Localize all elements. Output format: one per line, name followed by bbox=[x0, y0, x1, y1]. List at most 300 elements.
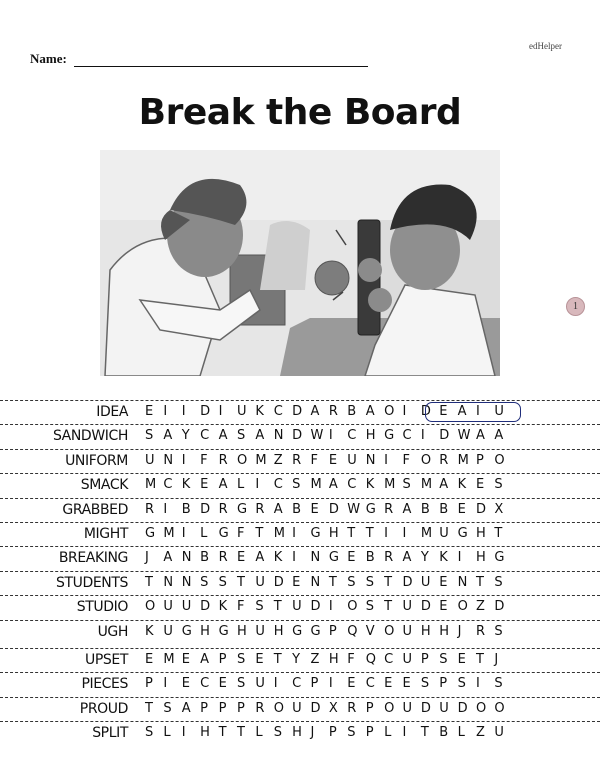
puzzle-letter[interactable]: A bbox=[273, 501, 283, 517]
puzzle-letter[interactable]: L bbox=[457, 725, 465, 741]
puzzle-letter[interactable]: T bbox=[145, 700, 153, 716]
puzzle-letter[interactable]: R bbox=[255, 700, 265, 716]
puzzle-letter[interactable]: D bbox=[494, 599, 505, 615]
puzzle-letter[interactable]: O bbox=[347, 599, 358, 615]
puzzle-row bbox=[0, 424, 600, 449]
puzzle-letter[interactable]: S bbox=[347, 725, 356, 741]
puzzle-letter[interactable]: A bbox=[310, 404, 320, 419]
puzzle-letter[interactable]: D bbox=[200, 501, 211, 517]
puzzle-letter[interactable]: P bbox=[218, 652, 227, 667]
puzzle-letter[interactable]: A bbox=[181, 700, 191, 716]
puzzle-row bbox=[0, 595, 600, 620]
puzzle-letter[interactable]: R bbox=[218, 452, 228, 468]
puzzle-letter[interactable]: B bbox=[439, 501, 449, 517]
puzzle-letter[interactable]: P bbox=[476, 452, 484, 468]
puzzle-letter[interactable]: E bbox=[457, 652, 466, 667]
puzzle-letters bbox=[145, 652, 513, 667]
puzzle-letter[interactable]: M bbox=[310, 477, 322, 493]
puzzle-letter[interactable]: G bbox=[328, 550, 339, 566]
puzzle-letter[interactable]: S bbox=[439, 652, 448, 667]
puzzle-letter[interactable]: A bbox=[494, 428, 504, 444]
puzzle-letter[interactable]: I bbox=[181, 452, 186, 468]
page-number-badge: 1 bbox=[566, 297, 585, 316]
puzzle-letter[interactable]: U bbox=[255, 676, 265, 692]
puzzle-letter[interactable]: D bbox=[402, 574, 413, 590]
puzzle-letter[interactable]: A bbox=[457, 404, 467, 419]
puzzle-letter[interactable]: P bbox=[328, 623, 337, 639]
puzzle-letter[interactable]: L bbox=[200, 526, 208, 541]
puzzle-letter[interactable]: B bbox=[347, 404, 357, 419]
puzzle-letter[interactable]: G bbox=[365, 501, 376, 517]
puzzle-letter[interactable]: J bbox=[494, 652, 499, 667]
puzzle-letter[interactable]: H bbox=[328, 652, 339, 667]
puzzle-letter[interactable]: N bbox=[273, 428, 284, 444]
puzzle-word: UNIFORM bbox=[65, 452, 128, 469]
puzzle-letter[interactable]: R bbox=[145, 501, 155, 517]
puzzle-letter[interactable]: A bbox=[218, 428, 228, 444]
puzzle-letter[interactable]: H bbox=[200, 725, 210, 741]
puzzle-letter[interactable]: C bbox=[273, 404, 283, 419]
puzzle-letter[interactable]: T bbox=[365, 526, 374, 541]
puzzle-letter[interactable]: T bbox=[273, 652, 282, 667]
puzzle-letter[interactable]: M bbox=[163, 652, 175, 667]
puzzle-letter[interactable]: G bbox=[181, 623, 192, 639]
puzzle-letter[interactable]: P bbox=[236, 700, 245, 716]
puzzle-letter[interactable]: I bbox=[384, 526, 388, 541]
puzzle-letter[interactable]: D bbox=[420, 404, 431, 419]
puzzle-letter[interactable]: T bbox=[218, 725, 227, 741]
puzzle-letter[interactable]: N bbox=[365, 452, 376, 468]
puzzle-letter[interactable]: M bbox=[457, 452, 469, 468]
puzzle-letter[interactable]: O bbox=[145, 599, 156, 615]
puzzle-letter[interactable]: E bbox=[347, 550, 356, 566]
puzzle-letter[interactable]: E bbox=[292, 574, 301, 590]
puzzle-letter[interactable]: T bbox=[236, 574, 245, 590]
puzzle-letter[interactable]: O bbox=[384, 623, 395, 639]
puzzle-letter[interactable]: A bbox=[255, 550, 265, 566]
puzzle-letter[interactable]: X bbox=[328, 700, 338, 716]
puzzle-letter[interactable]: U bbox=[145, 452, 155, 468]
puzzle-letter[interactable]: D bbox=[457, 700, 468, 716]
puzzle-letter[interactable]: F bbox=[310, 452, 318, 468]
puzzle-letter[interactable]: B bbox=[200, 550, 210, 566]
puzzle-letter[interactable]: P bbox=[145, 676, 153, 692]
puzzle-letter[interactable]: I bbox=[402, 404, 407, 419]
puzzle-letter[interactable]: W bbox=[310, 428, 324, 444]
puzzle-row bbox=[0, 546, 600, 571]
puzzle-letter[interactable]: I bbox=[457, 550, 462, 566]
puzzle-letter[interactable]: O bbox=[236, 452, 248, 468]
puzzle-letter[interactable]: H bbox=[200, 623, 210, 639]
puzzle-letter[interactable]: C bbox=[200, 428, 210, 444]
puzzle-letter[interactable]: G bbox=[457, 526, 468, 541]
puzzle-letter[interactable]: M bbox=[384, 477, 396, 493]
puzzle-letter[interactable]: S bbox=[457, 676, 466, 692]
puzzle-letter[interactable]: I bbox=[163, 501, 168, 517]
puzzle-letter[interactable]: T bbox=[255, 526, 264, 541]
puzzle-letter[interactable]: C bbox=[347, 428, 357, 444]
puzzle-letter[interactable]: D bbox=[439, 428, 450, 444]
puzzle-letter[interactable]: A bbox=[402, 550, 412, 566]
puzzle-letter[interactable]: E bbox=[328, 452, 338, 468]
puzzle-letter[interactable]: R bbox=[384, 550, 394, 566]
puzzle-letter[interactable]: M bbox=[163, 526, 175, 541]
puzzle-letter[interactable]: F bbox=[236, 526, 245, 541]
puzzle-letter[interactable]: R bbox=[292, 452, 302, 468]
puzzle-letter[interactable]: D bbox=[310, 599, 321, 615]
puzzle-letter[interactable]: U bbox=[163, 599, 173, 615]
puzzle-letter[interactable]: I bbox=[328, 676, 333, 692]
puzzle-letter[interactable]: Z bbox=[476, 599, 485, 615]
puzzle-letter[interactable]: I bbox=[384, 452, 388, 468]
puzzle-letter[interactable]: T bbox=[236, 725, 245, 741]
puzzle-letter[interactable]: S bbox=[365, 574, 374, 590]
puzzle-letter[interactable]: K bbox=[273, 550, 283, 566]
puzzle-letter[interactable]: I bbox=[255, 477, 260, 493]
puzzle-letter[interactable]: P bbox=[420, 652, 429, 667]
puzzle-letter[interactable]: T bbox=[384, 599, 393, 615]
puzzle-letter[interactable]: L bbox=[255, 725, 263, 741]
puzzle-letter[interactable]: A bbox=[163, 428, 173, 444]
puzzle-letter[interactable]: T bbox=[347, 526, 356, 541]
puzzle-letter[interactable]: K bbox=[457, 477, 467, 493]
puzzle-letter[interactable]: A bbox=[439, 477, 449, 493]
puzzle-letter[interactable]: T bbox=[328, 574, 337, 590]
puzzle-letter[interactable]: S bbox=[255, 599, 264, 615]
puzzle-letter[interactable]: I bbox=[402, 526, 407, 541]
puzzle-letter[interactable]: U bbox=[347, 452, 357, 468]
puzzle-letters bbox=[145, 428, 513, 443]
puzzle-letter[interactable]: U bbox=[402, 623, 412, 639]
puzzle-letter[interactable]: D bbox=[420, 700, 431, 716]
puzzle-letter[interactable]: S bbox=[402, 477, 411, 493]
puzzle-letter[interactable]: P bbox=[218, 700, 227, 716]
puzzle-letter[interactable]: K bbox=[365, 477, 375, 493]
puzzle-letter[interactable]: P bbox=[439, 676, 448, 692]
puzzle-letter[interactable]: G bbox=[384, 428, 395, 444]
puzzle-letter[interactable]: D bbox=[292, 404, 303, 419]
puzzle-letter[interactable]: R bbox=[218, 550, 228, 566]
puzzle-letter[interactable]: G bbox=[145, 526, 156, 541]
puzzle-letter[interactable]: E bbox=[439, 404, 448, 419]
puzzle-letter[interactable]: G bbox=[494, 550, 505, 566]
puzzle-row bbox=[0, 697, 600, 722]
puzzle-letter[interactable]: D bbox=[476, 501, 487, 517]
puzzle-letter[interactable]: K bbox=[181, 477, 191, 493]
puzzle-letter[interactable]: G bbox=[292, 623, 303, 639]
puzzle-letter[interactable]: A bbox=[255, 428, 265, 444]
puzzle-letter[interactable]: Z bbox=[476, 725, 485, 741]
puzzle-letter[interactable]: R bbox=[255, 501, 265, 517]
puzzle-letter[interactable]: T bbox=[384, 574, 393, 590]
puzzle-letter[interactable]: H bbox=[476, 550, 486, 566]
puzzle-letter[interactable]: C bbox=[273, 477, 283, 493]
puzzle-letter[interactable]: O bbox=[384, 700, 395, 716]
puzzle-letter[interactable]: O bbox=[476, 700, 487, 716]
puzzle-row bbox=[0, 721, 600, 746]
puzzle-letter[interactable]: M bbox=[420, 526, 433, 541]
puzzle-letter[interactable]: G bbox=[310, 623, 321, 639]
puzzle-letter[interactable]: P bbox=[200, 700, 209, 716]
puzzle-letter[interactable]: T bbox=[494, 526, 503, 541]
puzzle-letter[interactable]: H bbox=[328, 526, 339, 541]
puzzle-letter[interactable]: L bbox=[163, 725, 171, 741]
puzzle-letter[interactable]: M bbox=[145, 477, 157, 493]
puzzle-letter[interactable]: C bbox=[402, 428, 412, 444]
puzzle-letter[interactable]: E bbox=[476, 477, 485, 493]
puzzle-letter[interactable]: S bbox=[347, 574, 356, 590]
puzzle-letter[interactable]: T bbox=[145, 574, 153, 590]
puzzle-letter[interactable]: U bbox=[402, 599, 412, 615]
page-title: Break the Board bbox=[138, 92, 462, 133]
puzzle-letter[interactable]: K bbox=[145, 623, 154, 639]
puzzle-letter[interactable]: D bbox=[420, 599, 431, 615]
puzzle-letter[interactable]: A bbox=[402, 501, 412, 517]
puzzle-letter[interactable]: P bbox=[365, 700, 374, 716]
puzzle-letter[interactable]: U bbox=[163, 623, 173, 639]
puzzle-letter[interactable]: I bbox=[420, 428, 425, 444]
name-label: Name: bbox=[30, 51, 67, 66]
puzzle-letter[interactable]: P bbox=[365, 725, 374, 741]
puzzle-letter[interactable]: Q bbox=[347, 623, 358, 639]
name-line[interactable] bbox=[74, 54, 368, 67]
puzzle-letter[interactable]: E bbox=[236, 550, 246, 566]
puzzle-letter[interactable]: E bbox=[402, 676, 411, 692]
puzzle-letter[interactable]: E bbox=[145, 404, 154, 419]
puzzle-letter[interactable]: O bbox=[494, 700, 505, 716]
puzzle-letter[interactable]: E bbox=[145, 652, 154, 667]
puzzle-letter[interactable]: R bbox=[384, 501, 394, 517]
puzzle-letter[interactable]: T bbox=[420, 725, 429, 741]
puzzle-letter[interactable]: F bbox=[200, 452, 208, 468]
puzzle-letter[interactable]: V bbox=[365, 623, 375, 639]
puzzle-letter[interactable]: S bbox=[420, 676, 430, 692]
puzzle-letter[interactable]: I bbox=[181, 725, 186, 741]
puzzle-letter[interactable]: G bbox=[218, 623, 229, 639]
puzzle-letter[interactable]: S bbox=[494, 676, 503, 692]
puzzle-letter[interactable]: O bbox=[273, 700, 284, 716]
puzzle-letter[interactable]: E bbox=[255, 652, 264, 667]
puzzle-letter[interactable]: T bbox=[273, 599, 282, 615]
puzzle-letter[interactable]: T bbox=[476, 574, 484, 590]
puzzle-letter[interactable]: T bbox=[476, 652, 484, 667]
puzzle-letter[interactable]: D bbox=[310, 700, 321, 716]
puzzle-letter[interactable]: J bbox=[145, 550, 149, 566]
puzzle-letter[interactable]: O bbox=[384, 404, 395, 419]
puzzle-word: UGH bbox=[97, 623, 128, 640]
puzzle-letter[interactable]: M bbox=[420, 477, 433, 493]
puzzle-letter[interactable]: X bbox=[494, 501, 504, 517]
puzzle-letter[interactable]: F bbox=[347, 652, 355, 667]
puzzle-letter[interactable]: A bbox=[328, 477, 338, 493]
puzzle-letter[interactable]: N bbox=[310, 550, 321, 566]
puzzle-letter[interactable]: H bbox=[236, 623, 247, 639]
puzzle-letter[interactable]: S bbox=[494, 574, 503, 590]
puzzle-letter[interactable]: S bbox=[236, 676, 246, 692]
puzzle-letter[interactable]: U bbox=[255, 574, 265, 590]
puzzle-letter[interactable]: A bbox=[218, 477, 228, 493]
puzzle-letter[interactable]: I bbox=[328, 599, 333, 615]
puzzle-letter[interactable]: S bbox=[236, 652, 246, 667]
puzzle-letter[interactable]: K bbox=[255, 404, 264, 419]
puzzle-letter[interactable]: B bbox=[181, 501, 191, 517]
puzzle-letter[interactable]: I bbox=[292, 550, 296, 566]
puzzle-letter[interactable]: H bbox=[292, 725, 302, 741]
puzzle-letter[interactable]: O bbox=[420, 452, 432, 468]
puzzle-letter[interactable]: G bbox=[236, 501, 248, 517]
puzzle-word: SANDWICH bbox=[52, 428, 128, 445]
puzzle-letter[interactable]: H bbox=[273, 623, 284, 639]
puzzle-letter[interactable]: S bbox=[145, 725, 154, 741]
puzzle-letter[interactable]: S bbox=[163, 700, 172, 716]
puzzle-letter[interactable]: H bbox=[365, 428, 376, 444]
puzzle-letter[interactable]: A bbox=[365, 404, 375, 419]
puzzle-letter[interactable]: M bbox=[273, 526, 285, 541]
puzzle-letter[interactable]: U bbox=[439, 526, 449, 541]
puzzle-letter[interactable]: E bbox=[439, 599, 448, 615]
puzzle-letter[interactable]: Y bbox=[292, 652, 301, 667]
puzzle-letter[interactable]: U bbox=[439, 700, 449, 716]
karate-illustration bbox=[100, 150, 500, 376]
puzzle-letter[interactable]: E bbox=[200, 477, 209, 493]
puzzle-letter[interactable]: R bbox=[328, 404, 338, 419]
puzzle-letter[interactable]: A bbox=[200, 652, 210, 667]
puzzle-letter[interactable]: B bbox=[439, 725, 449, 741]
puzzle-word: GRABBED bbox=[62, 501, 128, 518]
puzzle-letter[interactable]: L bbox=[384, 725, 392, 741]
puzzle-letter[interactable]: Y bbox=[181, 428, 190, 444]
puzzle-letter[interactable]: J bbox=[457, 623, 462, 639]
puzzle-letter[interactable]: R bbox=[218, 501, 228, 517]
puzzle-letter[interactable]: R bbox=[476, 623, 486, 639]
puzzle-letter[interactable]: O bbox=[457, 599, 468, 615]
puzzle-letter[interactable]: U bbox=[402, 700, 412, 716]
puzzle-letter[interactable]: W bbox=[457, 428, 471, 444]
puzzle-letter[interactable]: C bbox=[384, 652, 394, 667]
puzzle-letter[interactable]: N bbox=[457, 574, 468, 590]
puzzle-letter[interactable]: U bbox=[494, 725, 504, 741]
puzzle-letter[interactable]: I bbox=[328, 428, 333, 444]
puzzle-letter[interactable]: W bbox=[347, 501, 361, 517]
puzzle-letter[interactable]: D bbox=[200, 404, 211, 419]
puzzle-letter[interactable]: N bbox=[163, 452, 174, 468]
puzzle-letter[interactable]: Z bbox=[273, 452, 283, 468]
puzzle-letter[interactable]: D bbox=[292, 428, 303, 444]
puzzle-letter[interactable]: N bbox=[181, 550, 192, 566]
puzzle-letter[interactable]: K bbox=[439, 550, 448, 566]
puzzle-letter[interactable]: U bbox=[292, 599, 302, 615]
puzzle-letter[interactable]: B bbox=[420, 501, 430, 517]
puzzle-letter[interactable]: P bbox=[328, 725, 337, 741]
puzzle-letter[interactable]: E bbox=[347, 676, 356, 692]
puzzle-letter[interactable]: E bbox=[181, 676, 190, 692]
puzzle-letter[interactable]: E bbox=[439, 574, 448, 590]
puzzle-letter[interactable]: I bbox=[181, 526, 186, 541]
puzzle-letter[interactable]: C bbox=[200, 676, 210, 692]
puzzle-letter[interactable]: U bbox=[420, 574, 431, 590]
puzzle-letter[interactable]: A bbox=[163, 550, 173, 566]
puzzle-letter[interactable]: S bbox=[200, 574, 209, 590]
puzzle-letter[interactable]: J bbox=[310, 725, 315, 741]
puzzle-letter[interactable]: S bbox=[494, 623, 503, 639]
puzzle-letter[interactable]: D bbox=[200, 599, 211, 615]
puzzle-letter[interactable]: S bbox=[365, 599, 374, 615]
puzzle-letter[interactable]: B bbox=[292, 501, 302, 517]
puzzle-letter[interactable]: S bbox=[145, 428, 154, 444]
puzzle-letter[interactable]: F bbox=[236, 599, 245, 615]
puzzle-letter[interactable]: L bbox=[236, 477, 245, 493]
puzzle-letter[interactable]: S bbox=[494, 477, 503, 493]
puzzle-letter[interactable]: E bbox=[457, 501, 466, 517]
puzzle-letter[interactable]: G bbox=[218, 526, 229, 541]
puzzle-letter[interactable]: C bbox=[292, 676, 302, 692]
puzzle-letter[interactable]: D bbox=[328, 501, 339, 517]
puzzle-letter[interactable]: F bbox=[402, 452, 410, 468]
puzzle-letter[interactable]: U bbox=[181, 599, 192, 615]
puzzle-letter[interactable]: C bbox=[365, 676, 375, 692]
puzzle-letter[interactable]: K bbox=[218, 599, 228, 615]
puzzle-letter[interactable]: P bbox=[310, 676, 319, 692]
puzzle-letter[interactable]: A bbox=[476, 428, 485, 444]
puzzle-letter[interactable]: Y bbox=[420, 550, 429, 566]
puzzle-letter[interactable]: C bbox=[347, 477, 357, 493]
puzzle-letter[interactable]: B bbox=[365, 550, 375, 566]
puzzle-letter[interactable]: S bbox=[273, 725, 282, 741]
puzzle-letter[interactable]: I bbox=[218, 404, 223, 419]
puzzle-letter[interactable]: I bbox=[476, 404, 480, 419]
puzzle-letter[interactable]: I bbox=[402, 725, 407, 741]
puzzle-letter[interactable]: U bbox=[402, 652, 412, 667]
puzzle-letter[interactable]: R bbox=[347, 700, 357, 716]
puzzle-letter[interactable]: C bbox=[163, 477, 173, 493]
name-field-row bbox=[30, 51, 368, 67]
puzzle-word: PIECES bbox=[81, 676, 128, 693]
puzzle-letter[interactable]: H bbox=[476, 526, 486, 541]
puzzle-letter[interactable]: U bbox=[236, 404, 247, 419]
puzzle-letter[interactable]: N bbox=[163, 574, 174, 590]
puzzle-letter[interactable]: H bbox=[439, 623, 450, 639]
puzzle-letter[interactable]: I bbox=[163, 404, 168, 419]
puzzle-letter[interactable]: D bbox=[273, 574, 284, 590]
puzzle-letter[interactable]: U bbox=[255, 623, 265, 639]
puzzle-letter[interactable]: N bbox=[310, 574, 321, 590]
puzzle-letter[interactable]: E bbox=[218, 676, 227, 692]
puzzle-letter[interactable]: N bbox=[181, 574, 192, 590]
puzzle-letter[interactable]: U bbox=[494, 404, 504, 419]
puzzle-letter[interactable]: G bbox=[310, 526, 321, 541]
puzzle-letter[interactable]: S bbox=[218, 574, 227, 590]
puzzle-letter[interactable]: M bbox=[255, 452, 267, 468]
puzzle-letter[interactable]: E bbox=[181, 652, 190, 667]
puzzle-letter[interactable]: H bbox=[420, 623, 431, 639]
puzzle-letter[interactable]: I bbox=[163, 676, 168, 692]
puzzle-letter[interactable]: E bbox=[310, 501, 319, 517]
puzzle-letter[interactable]: E bbox=[384, 676, 393, 692]
puzzle-letter[interactable]: I bbox=[476, 676, 480, 692]
puzzle-letter[interactable]: I bbox=[273, 676, 278, 692]
puzzle-letter[interactable]: R bbox=[439, 452, 449, 468]
puzzle-letter[interactable]: Q bbox=[365, 652, 376, 667]
puzzle-letter[interactable]: I bbox=[292, 526, 296, 541]
puzzle-letter[interactable]: O bbox=[494, 452, 505, 468]
puzzle-letter[interactable]: S bbox=[292, 477, 301, 493]
puzzle-letter[interactable]: I bbox=[181, 404, 186, 419]
puzzle-word: PROUD bbox=[79, 700, 128, 717]
puzzle-letters bbox=[145, 502, 513, 517]
puzzle-letter[interactable]: U bbox=[292, 700, 302, 716]
puzzle-letter[interactable]: S bbox=[236, 428, 246, 444]
puzzle-letter[interactable]: Z bbox=[310, 652, 320, 667]
